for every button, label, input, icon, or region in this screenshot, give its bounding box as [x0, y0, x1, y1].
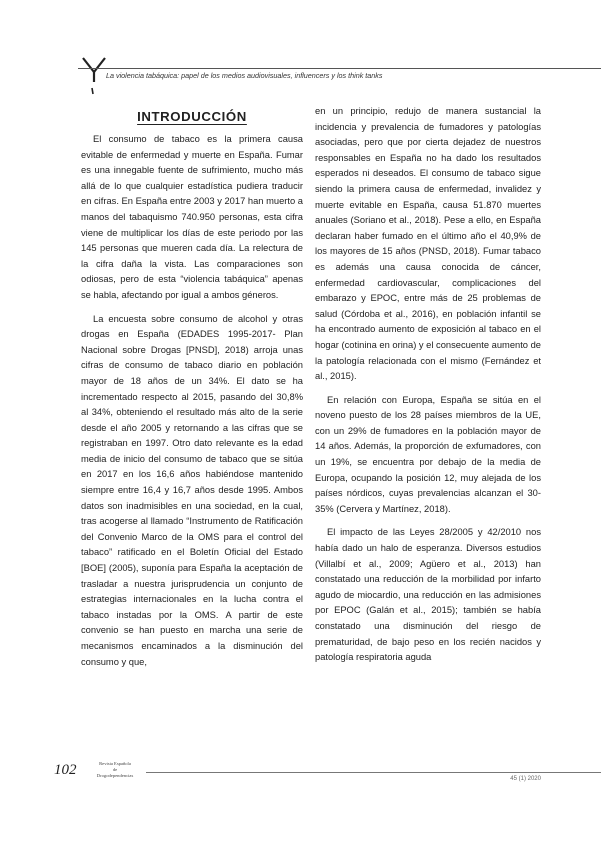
paragraph: En relación con Europa, España se sitúa en el noveno puesto de los 28 países miembros de la UE, con un 29% de fumadores en la población mayor de 14 años. Además, la proporción de exfumadores, con un 19%, se encuentra por debajo de la media de Europa, ocupando la posición 12, muy alejada de los países nórdicos, cuyas prevalencias alcanzan el 30-35% (Cervera y Martínez, 2018). [315, 394, 541, 514]
journal-line: Drogodependencias [96, 773, 134, 778]
left-column [81, 108, 303, 678]
footer-rule [146, 772, 601, 773]
paragraph: en un principio, redujo de manera sustancial la incidencia y prevalencia de fumadores y patologías asociadas, pero que por cierta dejadez de nuestros responsables en España no ha dado los resultados esperados ni deseados. El consumo de tabaco sigue siendo la primera causa de enfermedad, invalidez y muerte evitable en España, causa 51.870 muertes anuales (Soriano et al., 2018). Pese a ello, en España declaran haber fumado en el último año el 40,9% de los mayores de 15 años (PNSD, 2018). Fumar tabaco es además una causa conocida de cáncer, enfermedad cardiovascular, complicaciones del embarazo y EPOC, entre más de 25 problemas de salud (Córdoba et al., 2016), en población infantil se ha encontrado aumento de exposición al tabaco en el hogar (cotinina en orina) y el consecuente aumento de la patología relacionada con el mismo (Fernández et al., 2015). [315, 106, 541, 382]
paragraph: El consumo de tabaco es la primera causa evitable de enfermedad y muerte en España. Fumar es una innegable fuente de sufrimiento, mucho más allá de lo que cualquier estadística pudiera traducir en cifras. En España entre 2003 y 2017 han muerto a manos del tabaquismo 740.950 personas, esta cifra viene de multiplicar los días de este periodo por las 145 personas que mueren cada día. La relectura de la cifra daña la vista. Las comparaciones son odiosas, pero de esta “violencia tabáquica” apenas se habla, afectando por igual a ambos géneros. [81, 134, 303, 300]
header-rule [78, 68, 601, 69]
section-heading: INTRODUCCIÓN [137, 109, 247, 124]
running-title: La violencia tabáquica: papel de los medios audiovisuales, influencers y los think tanks [106, 71, 383, 80]
journal-line: Revista Española [99, 761, 131, 766]
journal-line: de [112, 767, 118, 772]
paragraph: La encuesta sobre consumo de alcohol y otras drogas en España (EDADES 1995-2017- Plan Nacional sobre Drogas [PNSD], 2018) arroja unas cifras de consumo de tabaco diario en población mayor de 18 años de un 34%. El dato se ha incrementado respecto al 2015, pasando del 30,8% al 34%, obteniendo el resultado más alto de la serie desde el año 2005 y retornando a las cifras que se registraban en 1997. Otro dato relevante es la edad media de inicio del consumo de tabaco que se sitúa en 2017 en los 16,6 años habiéndose mantenido siempre entre 16,4 y 16,7 años desde 1995. Ambos datos son inadmisibles en una sociedad, en la cual, tras acogerse al llamado “Instrumento de Ratificación del Convenio Marco de la OMS para el control del tabaco” ratificado en el Boletín Oficial del Estado [BOE] (2005), suponía para España la aceptación de trasladar a nuestra jurisprudencia un conjunto de estrategias internacionales en la lucha contra el tabaco instadas por la OMS. A partir de este convenio se han puesto en marcha una serie de mecanismos encaminados a la disminución del consumo y que, [81, 313, 303, 667]
right-column [315, 104, 541, 674]
page-number: 102 [54, 762, 77, 778]
paragraph: El impacto de las Leyes 28/2005 y 42/2010 nos había dado un halo de esperanza. Diversos estudios (Villalbí et al., 2009; Agüero et al., 2013) han constatado una reducción de la morbilidad por infarto agudo de miocardio, una reducción en las admisiones por EPOC (Galán et al., 2015); también se había constatado una disminución del riesgo de prematuridad, de bajo peso en los recién nacidos y patología respiratoria aguda [315, 527, 541, 663]
issue-info: 45 (1) 2020 [510, 776, 541, 782]
journal-name [86, 761, 144, 779]
